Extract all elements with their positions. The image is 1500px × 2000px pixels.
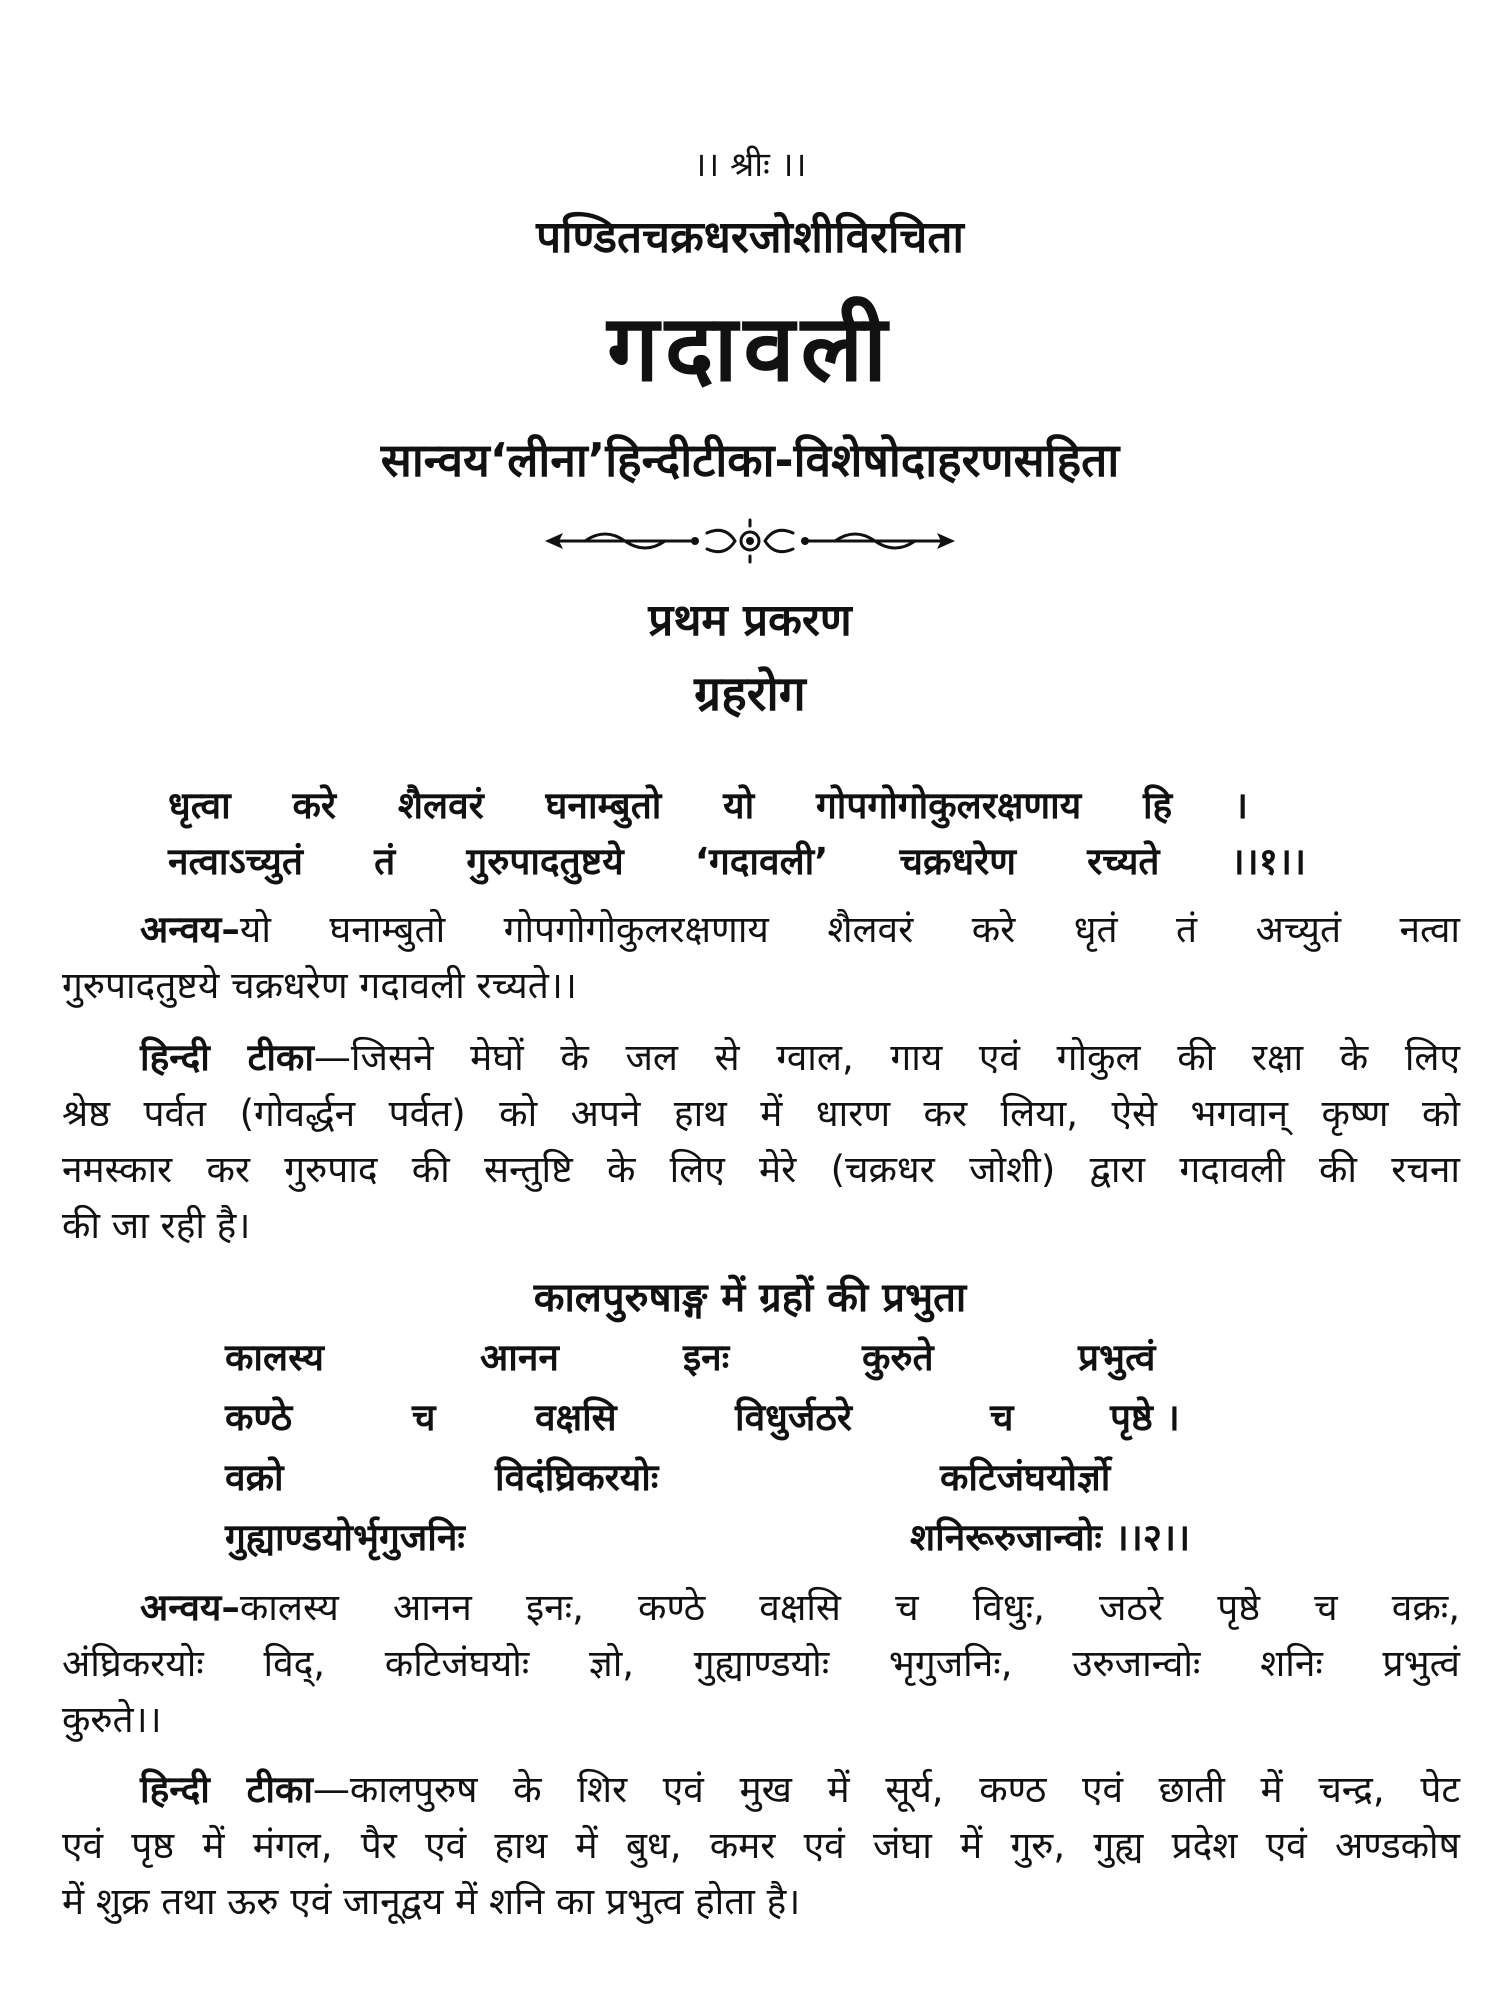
verse2-word: शनिरूरुजान्वोः ।।२।। (910, 1516, 1191, 1559)
tika1-para-start (140, 1030, 1460, 1081)
verse2-word: इनः (683, 1336, 730, 1379)
verse2-word: कण्ठे (225, 1396, 293, 1439)
tika2-line1: कालपुरुष के शिर एवं मुख में सूर्य, कण्ठ एवं छाती में चन्द्र, पेट (349, 1768, 1460, 1811)
verse2-word: पृष्ठे । (1110, 1396, 1180, 1439)
page-title: गदावली (607, 295, 893, 402)
verse2-word: वक्षसि (535, 1396, 617, 1439)
anvaya2-line1: कालस्य आनन इनः, कण्ठे वक्षसि च विधुः, जठरे पृष्ठे च वक्रः, (239, 1586, 1460, 1629)
section2-heading: कालपुरुषाङ्ग में ग्रहों की प्रभुता (533, 1275, 967, 1321)
anvaya1-line1: यो घनाम्बुतो गोपगोगोकुलरक्षणाय शैलवरं करे धृतं तं अच्युतं नत्वा (239, 908, 1460, 951)
verse1-line2: नत्वाऽच्युतं तं गुरुपादतुष्टये ‘गदावली’ चक्रधरेण रच्यते ।।१।। (168, 840, 1306, 883)
verse2-word: आनन (480, 1336, 559, 1379)
verse2-word: च (990, 1396, 1014, 1439)
tika1-line4: की जा रही है। (62, 1204, 251, 1247)
verse2-word: च (412, 1396, 436, 1439)
tika2-label: हिन्दी टीका (140, 1768, 313, 1811)
anvaya2-line2: अंघ्रिकरयोः विद्, कटिजंघयोः ज्ञो, गुह्याण्डयोः भृगुजनिः, उरुजान्वोः शनिः प्रभुत्वं (62, 1642, 1460, 1685)
tika2-line3: में शुक्र तथा ऊरु एवं जानूद्वय में शनि का प्रभुत्व होता है। (62, 1880, 801, 1923)
author-line: पण्डितचक्रधरजोशीविरचिता (536, 212, 964, 263)
invocation: ।। श्रीः ।। (693, 145, 807, 185)
anvaya2-dash: – (221, 1586, 240, 1629)
chapter-name: ग्रहरोग (694, 666, 806, 722)
tika1-line2: श्रेष्ठ पर्वत (गोवर्द्धन पर्वत) को अपने हाथ में धारण कर लिया, ऐसे भगवान् कृष्ण को (62, 1092, 1460, 1135)
verse2-word: वक्रो (225, 1456, 284, 1499)
verse2-word: गुह्याण्डयोर्भृगुजनिः (225, 1516, 465, 1559)
anvaya1-label: अन्वय (140, 908, 222, 951)
tika2-para-start (140, 1762, 1460, 1813)
tika1-dash: — (313, 1036, 351, 1079)
floral-divider-icon (545, 518, 955, 564)
verse2-word: कुरुते (862, 1336, 934, 1379)
anvaya1-dash: – (221, 908, 240, 951)
tika2-line2: एवं पृष्ठ में मंगल, पैर एवं हाथ में बुध, कमर एवं जंघा में गुरु, गुह्य प्रदेश एवं अण्डकोष (62, 1824, 1460, 1867)
anvaya2-label: अन्वय (140, 1586, 222, 1629)
verse2-word: विधुर्जठरे (735, 1396, 852, 1439)
verse2-word: कटिजंघयोर्ज्ञो (940, 1456, 1111, 1499)
verse2-word: कालस्य (225, 1336, 324, 1379)
tika1-line1: जिसने मेघों के जल से ग्वाल, गाय एवं गोकुल की रक्षा के लिए (350, 1036, 1460, 1079)
subtitle: सान्वय‘लीना’हिन्दीटीका-विशेषोदाहरणसहिता (380, 433, 1120, 487)
tika1-line3: नमस्कार कर गुरुपाद की सन्तुष्टि के लिए मेरे (चक्रधर जोशी) द्वारा गदावली की रचना (62, 1148, 1460, 1191)
verse2-word: विदंघ्रिकरयोः (495, 1456, 659, 1499)
chapter-number: प्रथम प्रकरण (648, 595, 852, 646)
tika2-dash: — (312, 1768, 350, 1811)
anvaya1-line2: गुरुपादतुष्टये चक्रधरेण गदावली रच्यते।। (62, 964, 577, 1007)
verse1-line1: धृत्वा करे शैलवरं घनाम्बुतो यो गोपगोगोकुलरक्षणाय हि । (168, 784, 1248, 827)
verse2-word: प्रभुत्वं (1078, 1336, 1156, 1379)
tika1-label: हिन्दी टीका (140, 1036, 314, 1079)
anvaya2-line3: कुरुते।। (62, 1698, 162, 1741)
anvaya2-para-start (140, 1580, 1460, 1631)
anvaya1-para-start (140, 902, 1460, 953)
